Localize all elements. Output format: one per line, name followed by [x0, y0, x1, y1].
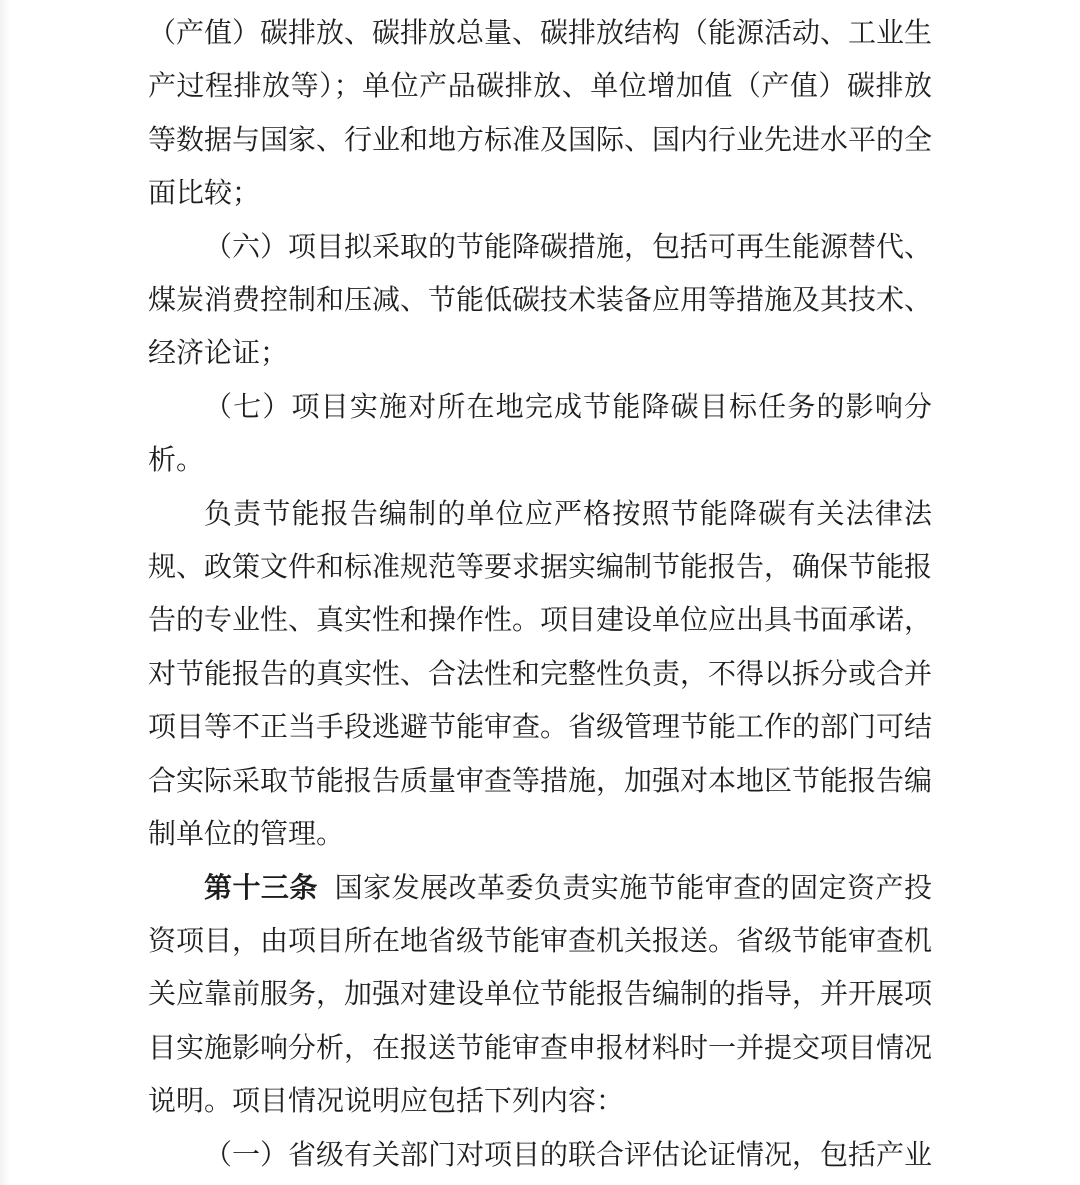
page-left-edge-shade — [0, 0, 10, 1185]
paragraph-item-six: （六）项目拟采取的节能降碳措施，包括可再生能源替代、煤炭消费控制和压减、节能低碳技术装备应用等措施及其技术、经济论证； — [148, 231, 933, 370]
paragraph-carbon-emission-data: （产值）碳排放、碳排放总量、碳排放结构（能源活动、工业生产过程排放等）；单位产品碳排放、单位增加值（产值）碳排放等数据与国家、行业和地方标准及国际、国内行业先进水平的全面比较； — [148, 18, 933, 210]
paragraph-item-one: （一）省级有关部门对项目的联合评估论证情况，包括产业 — [204, 1139, 933, 1171]
paragraph-item-seven: （七）项目实施对所在地完成节能降碳目标任务的影响分析。 — [148, 391, 932, 477]
paragraph-article-13 — [148, 862, 932, 1129]
article-13-number: 第十三条 — [204, 872, 318, 904]
article-13-text: 国家发展改革委负责实施节能审查的固定资产投资项目，由项目所在地省级节能审查机关报送。省级节能审查机关应靠前服务，加强对建设单位节能报告编制的指导，并开展项目实施影响分析，在报送节能审查申报材料时一并提交项目情况说明。项目情况说明应包括下列内容： — [148, 872, 933, 1118]
paragraph-report-compilation-requirements: 负责节能报告编制的单位应严格按照节能降碳有关法律法规、政策文件和标准规范等要求据实编制节能报告，确保节能报告的专业性、真实性和操作性。项目建设单位应出具书面承诺，对节能报告的真实性、合法性和完整性负责，不得以拆分或合并项目等不正当手段逃避节能审查。省级管理节能工作的部门可结合实际采取节能报告质量审查等措施，加强对本地区节能报告编制单位的管理。 — [148, 498, 933, 851]
document-body — [148, 7, 932, 1182]
